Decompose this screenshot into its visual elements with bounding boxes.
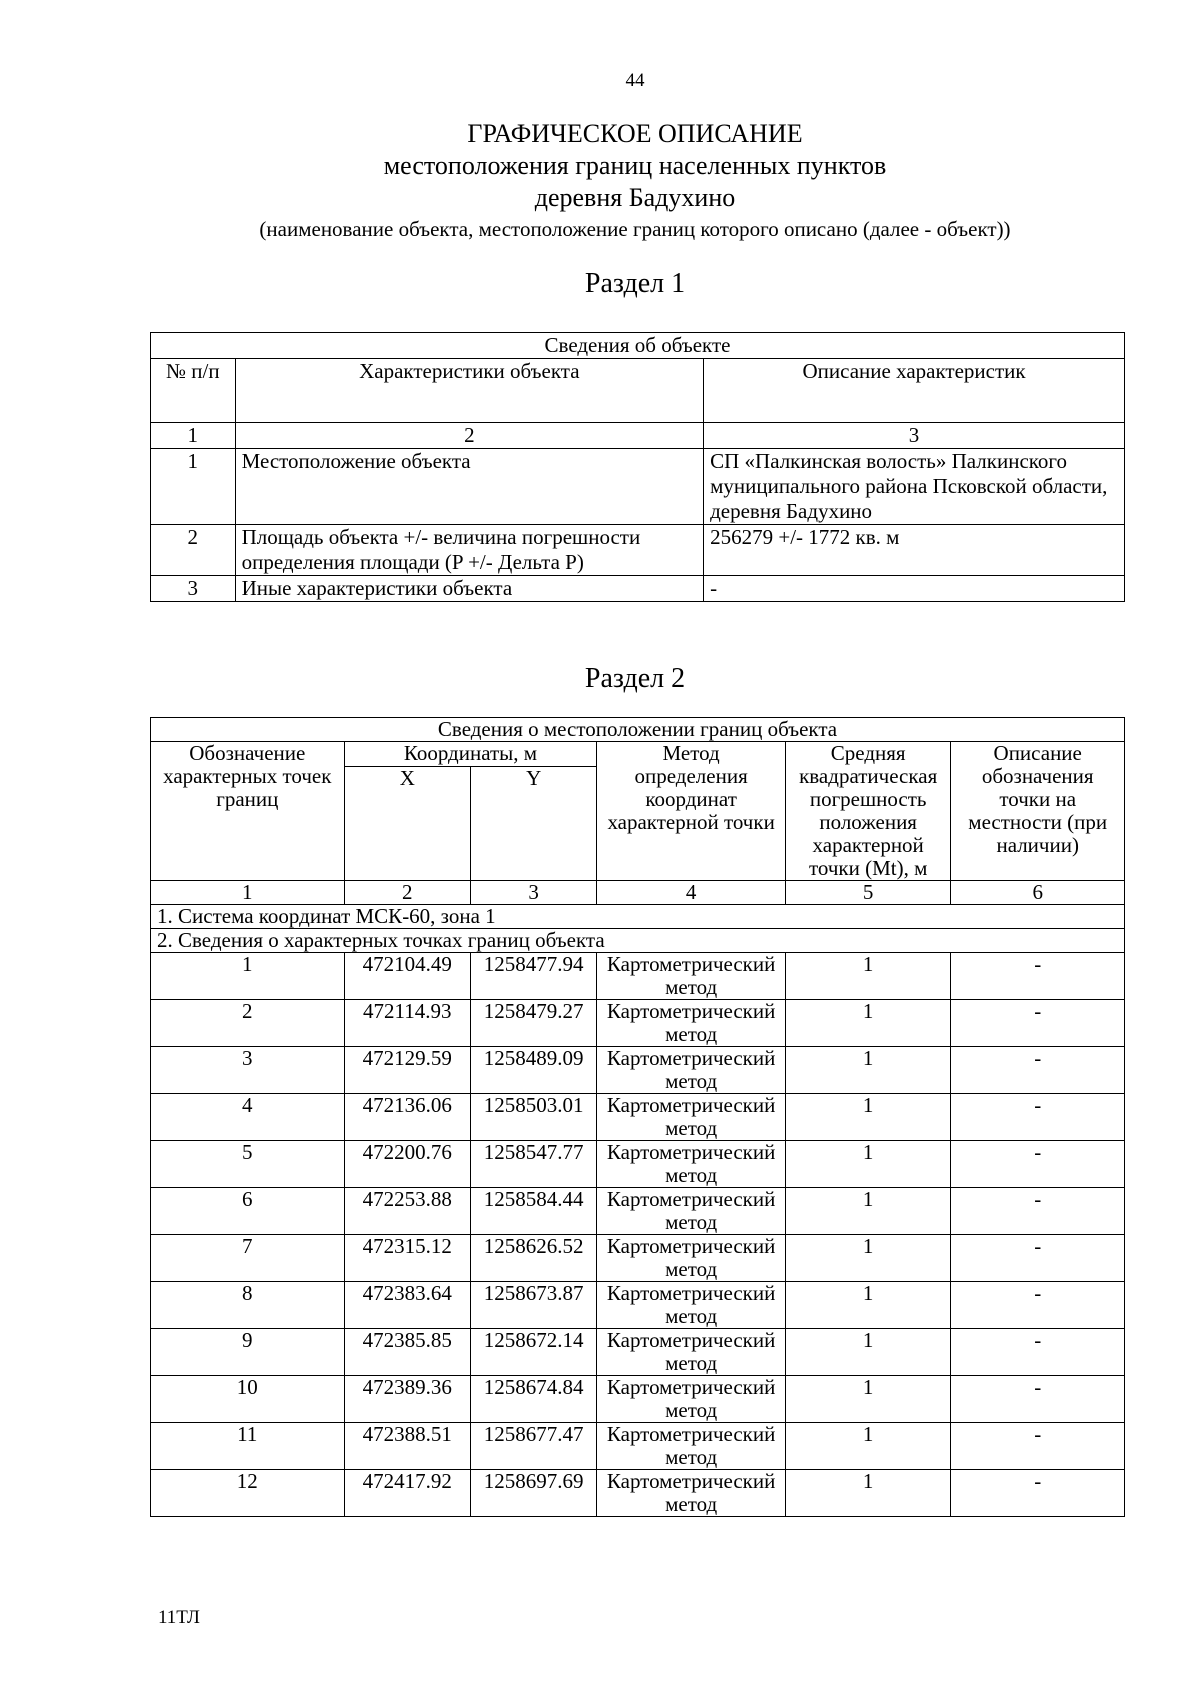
column-header-x: X [344,767,470,881]
point-number: 8 [151,1282,345,1329]
coordinate-y: 1258547.77 [470,1141,596,1188]
description-cell: - [951,1047,1125,1094]
column-header-y: Y [470,767,596,881]
column-number: 3 [704,423,1125,449]
point-number: 4 [151,1094,345,1141]
title-line-4: (наименование объекта, местоположение границ которого описано (далее - объект)) [259,217,1011,241]
coordinate-y: 1258674.84 [470,1376,596,1423]
coordinate-x: 472129.59 [344,1047,470,1094]
characteristic-description: 256279 +/- 1772 кв. м [704,525,1125,576]
column-number: 6 [951,881,1125,905]
column-header: Описание обозначения точки на местности (при наличии) [951,742,1125,881]
point-number: 1 [151,953,345,1000]
coordinate-x: 472385.85 [344,1329,470,1376]
row-number: 2 [151,525,236,576]
coordinate-x: 472104.49 [344,953,470,1000]
title-line-3: деревня Бадухино [534,183,736,212]
point-number: 6 [151,1188,345,1235]
table-row [151,1376,1125,1423]
table-row [151,1235,1125,1282]
characteristic-name: Площадь объекта +/- величина погрешности определения площади (P +/- Дельта P) [235,525,704,576]
table-row [151,1141,1125,1188]
boundary-points-table [150,717,1125,1517]
description-cell: - [951,1470,1125,1517]
column-header: Метод определения координат характерной точки [597,742,786,881]
table-row [151,1188,1125,1235]
method-cell: Картометрический метод [597,1000,786,1047]
method-cell: Картометрический метод [597,1141,786,1188]
coordinate-y: 1258626.52 [470,1235,596,1282]
table-row [151,1094,1125,1141]
coordinate-y: 1258584.44 [470,1188,596,1235]
method-cell: Картометрический метод [597,1329,786,1376]
point-number: 12 [151,1470,345,1517]
column-header: Координаты, м [344,742,597,767]
coordinate-x: 472383.64 [344,1282,470,1329]
table-row [151,1000,1125,1047]
point-number: 10 [151,1376,345,1423]
column-number: 2 [235,423,704,449]
table-row [151,1423,1125,1470]
method-cell: Картометрический метод [597,1423,786,1470]
column-number: 5 [785,881,951,905]
coordinate-x: 472200.76 [344,1141,470,1188]
column-header: Средняя квадратическая погрешность положения характерной точки (Mt), м [785,742,951,881]
coordinate-y: 1258672.14 [470,1329,596,1376]
column-number: 4 [597,881,786,905]
table-caption: Сведения об объекте [151,333,1125,359]
description-cell: - [951,1329,1125,1376]
description-cell: - [951,1282,1125,1329]
column-header: Характеристики объекта [235,359,704,423]
coordinate-y: 1258677.47 [470,1423,596,1470]
error-cell: 1 [785,1470,951,1517]
description-cell: - [951,1423,1125,1470]
coordinate-y: 1258479.27 [470,1000,596,1047]
title-line-1: ГРАФИЧЕСКОЕ ОПИСАНИЕ [467,119,803,148]
coordinate-y: 1258673.87 [470,1282,596,1329]
characteristic-name: Иные характеристики объекта [235,576,704,602]
coordinate-y: 1258503.01 [470,1094,596,1141]
method-cell: Картометрический метод [597,1235,786,1282]
page-number: 44 [625,70,645,91]
column-header: Обозначение характерных точек границ [151,742,345,881]
description-cell: - [951,953,1125,1000]
method-cell: Картометрический метод [597,1094,786,1141]
table-row [151,576,1125,602]
error-cell: 1 [785,1188,951,1235]
error-cell: 1 [785,1094,951,1141]
method-cell: Картометрический метод [597,1470,786,1517]
description-cell: - [951,1376,1125,1423]
column-header: № п/п [151,359,236,423]
coordinate-system-row: 1. Система координат МСК-60, зона 1 [151,905,1125,929]
table-row [151,1470,1125,1517]
coordinate-x: 472417.92 [344,1470,470,1517]
point-number: 2 [151,1000,345,1047]
characteristic-description: СП «Палкинская волость» Палкинского муниципального района Псковской области, деревня Бадухино [704,449,1125,525]
characteristic-description: - [704,576,1125,602]
description-cell: - [951,1235,1125,1282]
column-number: 1 [151,423,236,449]
section-2-title: Раздел 2 [584,663,686,694]
table-row [151,449,1125,525]
point-number: 7 [151,1235,345,1282]
method-cell: Картометрический метод [597,1047,786,1094]
coordinate-x: 472315.12 [344,1235,470,1282]
table-row [151,1282,1125,1329]
row-number: 3 [151,576,236,602]
description-cell: - [951,1188,1125,1235]
table-row [151,1047,1125,1094]
description-cell: - [951,1141,1125,1188]
error-cell: 1 [785,1000,951,1047]
footer-code: 11ТЛ [158,1607,200,1628]
coordinate-y: 1258697.69 [470,1470,596,1517]
error-cell: 1 [785,1423,951,1470]
table-row [151,953,1125,1000]
coordinate-y: 1258477.94 [470,953,596,1000]
point-number: 5 [151,1141,345,1188]
document-title [150,118,1120,244]
coordinate-x: 472253.88 [344,1188,470,1235]
method-cell: Картометрический метод [597,1188,786,1235]
point-number: 9 [151,1329,345,1376]
description-cell: - [951,1000,1125,1047]
method-cell: Картометрический метод [597,1376,786,1423]
points-section-row: 2. Сведения о характерных точках границ объекта [151,929,1125,953]
coordinate-x: 472136.06 [344,1094,470,1141]
column-number: 1 [151,881,345,905]
coordinate-x: 472114.93 [344,1000,470,1047]
row-number: 1 [151,449,236,525]
section-1-title: Раздел 1 [584,268,686,299]
method-cell: Картометрический метод [597,1282,786,1329]
error-cell: 1 [785,1329,951,1376]
column-number: 2 [344,881,470,905]
point-number: 3 [151,1047,345,1094]
coordinate-x: 472388.51 [344,1423,470,1470]
title-line-2: местоположения границ населенных пунктов [383,151,887,180]
error-cell: 1 [785,1141,951,1188]
description-cell: - [951,1094,1125,1141]
table-row [151,1329,1125,1376]
coordinate-x: 472389.36 [344,1376,470,1423]
method-cell: Картометрический метод [597,953,786,1000]
object-info-table [150,332,1125,602]
characteristic-name: Местоположение объекта [235,449,704,525]
table-caption: Сведения о местоположении границ объекта [151,718,1125,742]
point-number: 11 [151,1423,345,1470]
error-cell: 1 [785,953,951,1000]
column-header: Описание характеристик [704,359,1125,423]
error-cell: 1 [785,1376,951,1423]
error-cell: 1 [785,1282,951,1329]
column-number: 3 [470,881,596,905]
error-cell: 1 [785,1235,951,1282]
error-cell: 1 [785,1047,951,1094]
coordinate-y: 1258489.09 [470,1047,596,1094]
table-row [151,525,1125,576]
